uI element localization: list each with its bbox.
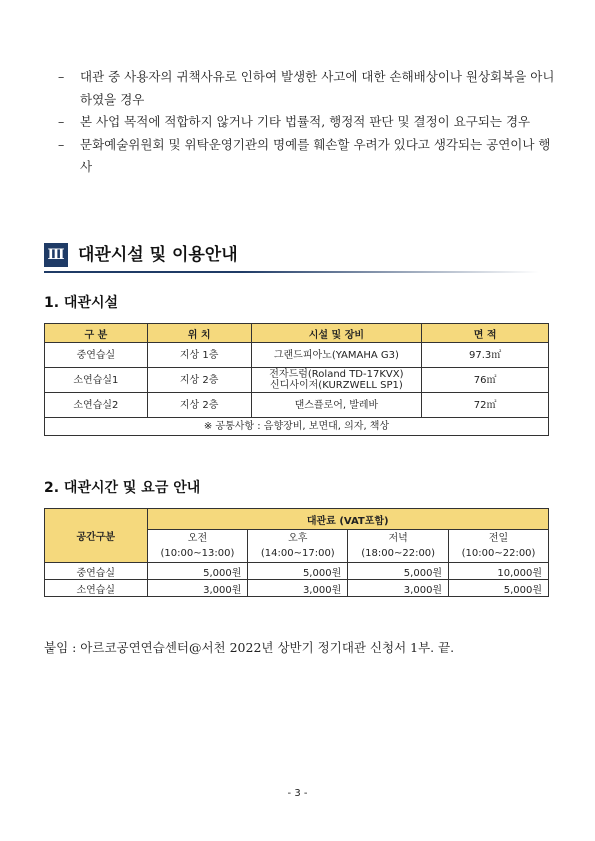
table-note-row bbox=[45, 418, 549, 436]
column-header: 면 적 bbox=[422, 324, 549, 343]
dash-marker: – bbox=[58, 69, 65, 84]
fees-heading: 2. 대관시간 및 요금 안내 bbox=[44, 480, 201, 496]
table-row bbox=[45, 343, 549, 368]
column-header: 시설 및 장비 bbox=[251, 324, 422, 343]
room-equipment: 댄스플로어, 발레바 bbox=[251, 393, 422, 418]
table-header-row bbox=[45, 324, 549, 343]
fee-column-header: 대관료 (VAT포함) bbox=[147, 509, 548, 530]
room-name: 소연습실2 bbox=[45, 393, 148, 418]
period-name: 오전 bbox=[187, 533, 208, 544]
fees-table bbox=[44, 508, 549, 597]
condition-text: 본 사업 목적에 적합하지 않거나 기타 법률적, 행정적 판단 및 결정이 요구되는 경우 bbox=[80, 114, 531, 129]
dash-marker: – bbox=[58, 136, 65, 152]
section-header bbox=[44, 243, 544, 269]
room-location: 지상 1층 bbox=[147, 343, 251, 368]
price-cell: 3,000원 bbox=[248, 580, 348, 597]
condition-list bbox=[58, 66, 558, 179]
period-name: 오후 bbox=[288, 533, 308, 544]
condition-item bbox=[58, 134, 558, 179]
section-underline bbox=[44, 271, 539, 273]
column-header: 위 치 bbox=[147, 324, 251, 343]
period-name: 전일 bbox=[488, 533, 509, 544]
equipment-line: 신디사이저(KURZWELL SP1) bbox=[270, 380, 403, 391]
room-name: 소연습실1 bbox=[45, 368, 148, 393]
condition-item bbox=[58, 66, 558, 111]
table-row bbox=[45, 580, 549, 597]
period-header bbox=[248, 530, 348, 563]
attachment-note: 붙임 : 아르코공연연습센터@서천 2022년 상반기 정기대관 신청서 1부. 끝. bbox=[44, 640, 455, 655]
room-location: 지상 2층 bbox=[147, 393, 251, 418]
space-column-header: 공간구분 bbox=[45, 509, 148, 563]
table-header-row bbox=[45, 509, 549, 530]
price-cell: 5,000원 bbox=[248, 563, 348, 580]
space-name: 중연습실 bbox=[45, 563, 148, 580]
price-cell: 3,000원 bbox=[348, 580, 449, 597]
table-row bbox=[45, 368, 549, 393]
room-area: 72㎡ bbox=[422, 393, 549, 418]
price-cell: 5,000원 bbox=[147, 563, 248, 580]
price-cell: 10,000원 bbox=[449, 563, 549, 580]
space-name: 소연습실 bbox=[45, 580, 148, 597]
table-row bbox=[45, 393, 549, 418]
room-location: 지상 2층 bbox=[147, 368, 251, 393]
period-header bbox=[348, 530, 449, 563]
room-area: 97.3㎡ bbox=[422, 343, 549, 368]
room-name: 중연습실 bbox=[45, 343, 148, 368]
condition-text: 문화예술위원회 및 위탁운영기관의 명예를 훼손할 우려가 있다고 생각되는 공연이나 행사 bbox=[80, 136, 551, 174]
period-header bbox=[147, 530, 248, 563]
section-title: 대관시설 및 이용안내 bbox=[78, 245, 238, 265]
price-cell: 5,000원 bbox=[348, 563, 449, 580]
section-number-badge: Ⅲ bbox=[44, 243, 68, 267]
equipment-line: 전자드럼(Roland TD-17KVX) bbox=[269, 369, 404, 380]
period-name: 저녁 bbox=[388, 533, 408, 544]
period-time: (10:00~13:00) bbox=[160, 548, 235, 559]
condition-item bbox=[58, 111, 558, 134]
column-header: 구 분 bbox=[45, 324, 148, 343]
dash-marker: – bbox=[58, 114, 65, 129]
room-equipment bbox=[251, 368, 422, 393]
condition-text: 대관 중 사용자의 귀책사유로 인하여 발생한 사고에 대한 손해배상이나 원상회복을 아니 하였을 경우 bbox=[80, 69, 555, 107]
table-row bbox=[45, 563, 549, 580]
period-time: (18:00~22:00) bbox=[361, 548, 436, 559]
facilities-heading: 1. 대관시설 bbox=[44, 295, 119, 311]
period-header bbox=[449, 530, 549, 563]
period-time: (14:00~17:00) bbox=[260, 548, 335, 559]
facilities-table bbox=[44, 323, 549, 436]
period-time: (10:00~22:00) bbox=[461, 548, 536, 559]
common-facilities-note: ※ 공통사항 : 음향장비, 보면대, 의자, 책상 bbox=[45, 418, 549, 436]
price-cell: 3,000원 bbox=[147, 580, 248, 597]
price-cell: 5,000원 bbox=[449, 580, 549, 597]
page-number: - 3 - bbox=[287, 788, 308, 799]
room-equipment: 그랜드피아노(YAMAHA G3) bbox=[251, 343, 422, 368]
room-area: 76㎡ bbox=[422, 368, 549, 393]
